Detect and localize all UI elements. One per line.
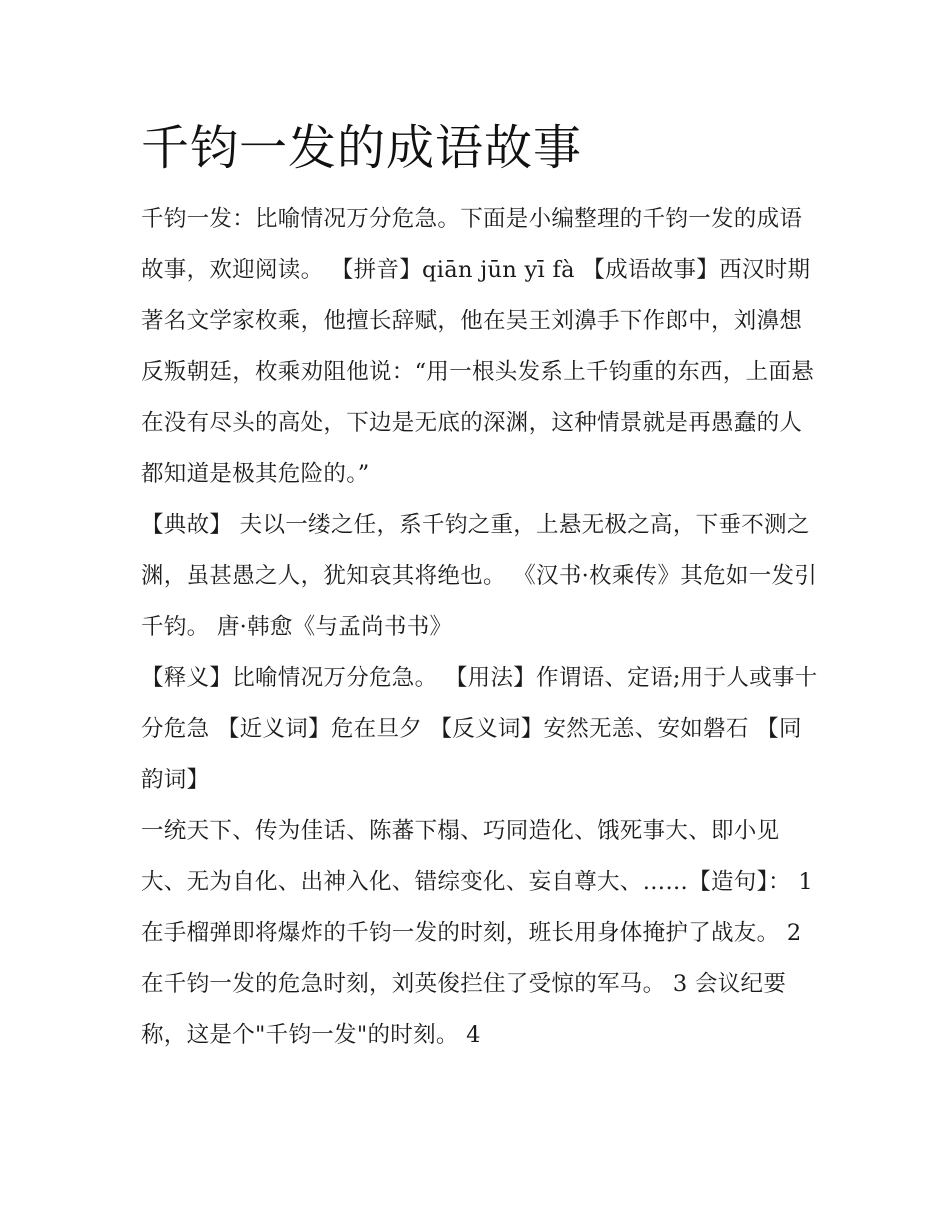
paragraph-rhyming-words: 一统天下、传为佳话、陈蕃下榻、巧同造化、饿死事大、即小见大、无为自化、出神入化、错综变化、妄自尊大、……【造句】： 1: [141, 818, 814, 895]
paragraph-meaning-usage: 【释义】比喻情况万分危急。 【用法】作谓语、定语;用于人或事十分危急 【近义词】危在旦夕 【反义词】安然无恙、安如磐石 【同韵词】: [141, 665, 818, 793]
paragraph-intro-story: 千钧一发：比喻情况万分危急。下面是小编整理的千钧一发的成语故事，欢迎阅读。 【拼音】qiān jūn yī fà 【成语故事】西汉时期著名文学家枚乘，他擅长辞赋，他在吴王刘濞手下作郎中，刘濞想反叛朝廷，枚乘劝阻他说：“用一根头发系上千钧重的东西，上面悬在没有尽头的高处，下边是无底的深渊，这种情景就是再愚蠢的人都知道是极其危险的。”: [141, 206, 815, 487]
paragraph-example-sentences: 在手榴弹即将爆炸的千钧一发的时刻，班长用身体掩护了战友。 2 在千钧一发的危急时刻，刘英俊拦住了受惊的军马。 3 会议纪要称，这是个"千钧一发"的时刻。 4: [141, 920, 802, 1048]
document-body: [141, 112, 821, 1061]
paragraph-allusion: 【典故】 夫以一缕之任，系千钧之重，上悬无极之高，下垂不测之渊，虽甚愚之人，犹知哀其将绝也。 《汉书·枚乘传》其危如一发引千钧。 唐·韩愈《与孟尚书书》: [141, 512, 818, 640]
document-title: 千钧一发的成语故事: [141, 120, 583, 176]
